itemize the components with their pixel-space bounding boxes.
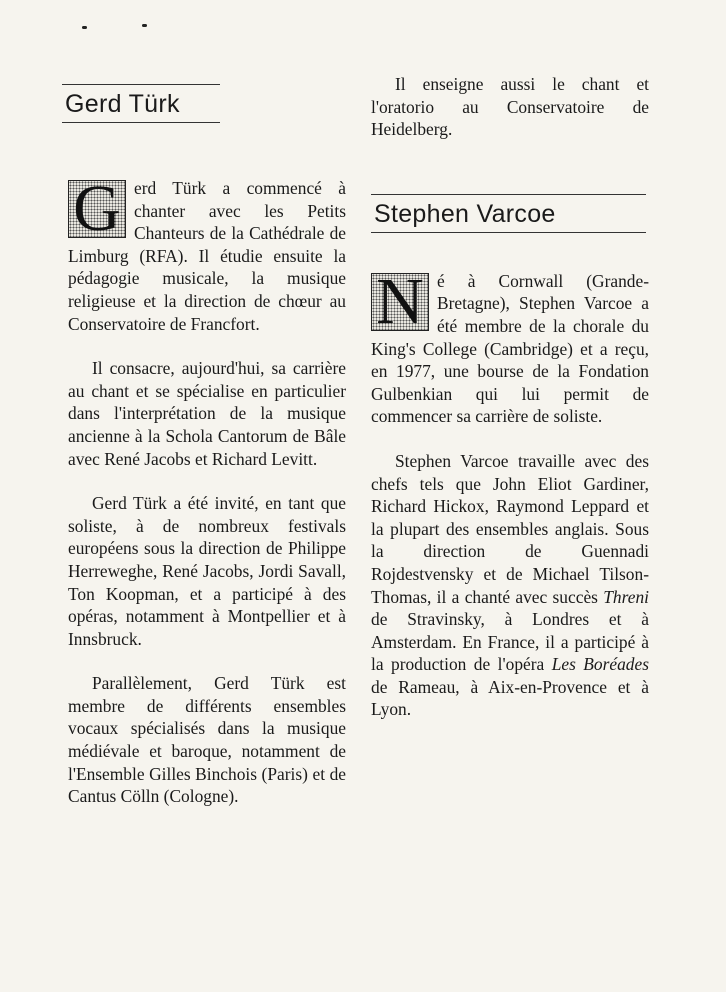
heading-rule-box [62,84,220,123]
text-span: de Rameau, à Aix-en-Provence et à Lyon. [371,676,649,720]
paragraph-3: Gerd Türk a été invité, en tant que soliste, à de nombreux festivals européens sous la direction de Philippe Herreweghe, René Jacobs, Jordi Savall, Ton Koopman, et a participé à des opéras, notamment à Montpellier et à Innsbruck. [68,493,346,649]
drop-cap-n: N [371,273,429,331]
section-heading-stephen-varcoe: Stephen Varcoe [374,199,556,228]
text-span: de Stravinsky, à Londres et à Amsterdam. En France, il a participé à la production de l'opéra [371,609,649,675]
paragraph-2 [371,450,649,721]
ink-speck [82,26,87,29]
left-column [65,84,346,808]
right-column [371,73,649,721]
text-span: Stephen Varcoe travaille avec des chefs tels que John Eliot Gardiner, Richard Hickox, Raymond Leppard et la plupart des ensembles anglais. Sous la direction de Guennadi Rojdestvensky et de Michael Tilson-Thomas, il a chanté avec succès [371,450,649,607]
paragraph-text-span: é à Cornwall (Grande-Bretagne), Stephen Varcoe a été membre de la chorale du King's College (Cambridge) et a reçu, en 1977, une bourse de la Fondation Gulbenkian qui lui permit de commencer sa carrière de soliste. [371,270,649,427]
paragraph-0: Il enseigne aussi le chant et l'oratorio au Conservatoire de Heidelberg. [371,74,649,140]
heading-rule-box [371,194,646,233]
paragraph-1 [371,264,649,428]
paragraph-text: erd Türk a commencé à chanter avec les Petits Chanteurs de la Cathédrale de Limburg (RFA). Il étudie ensuite la pédagogie musicale, la musique religieuse et la direction de chœur au Conservatoire de Francfort. [68,178,346,334]
section-heading-gerd-turk: Gerd Türk [65,90,180,118]
paragraph-1 [68,172,346,335]
paragraph-2: Il consacre, aujourd'hui, sa carrière au chant et se spécialise en particulier dans l'interprétation de la musique ancienne à la Schola Cantorum de Bâle avec René Jacobs et Richard Levitt. [68,358,346,469]
ink-speck [142,24,147,27]
drop-cap-g: G [68,180,126,238]
work-title-threni: Threni [603,586,649,607]
paragraph-4: Parallèlement, Gerd Türk est membre de différents ensembles vocaux spécialisés dans la musique médiévale et baroque, notamment de l'Ensemble Gilles Binchois (Paris) et de Cantus Cölln (Cologne). [68,673,346,807]
work-title-boreades: Les Boréades [551,654,649,675]
